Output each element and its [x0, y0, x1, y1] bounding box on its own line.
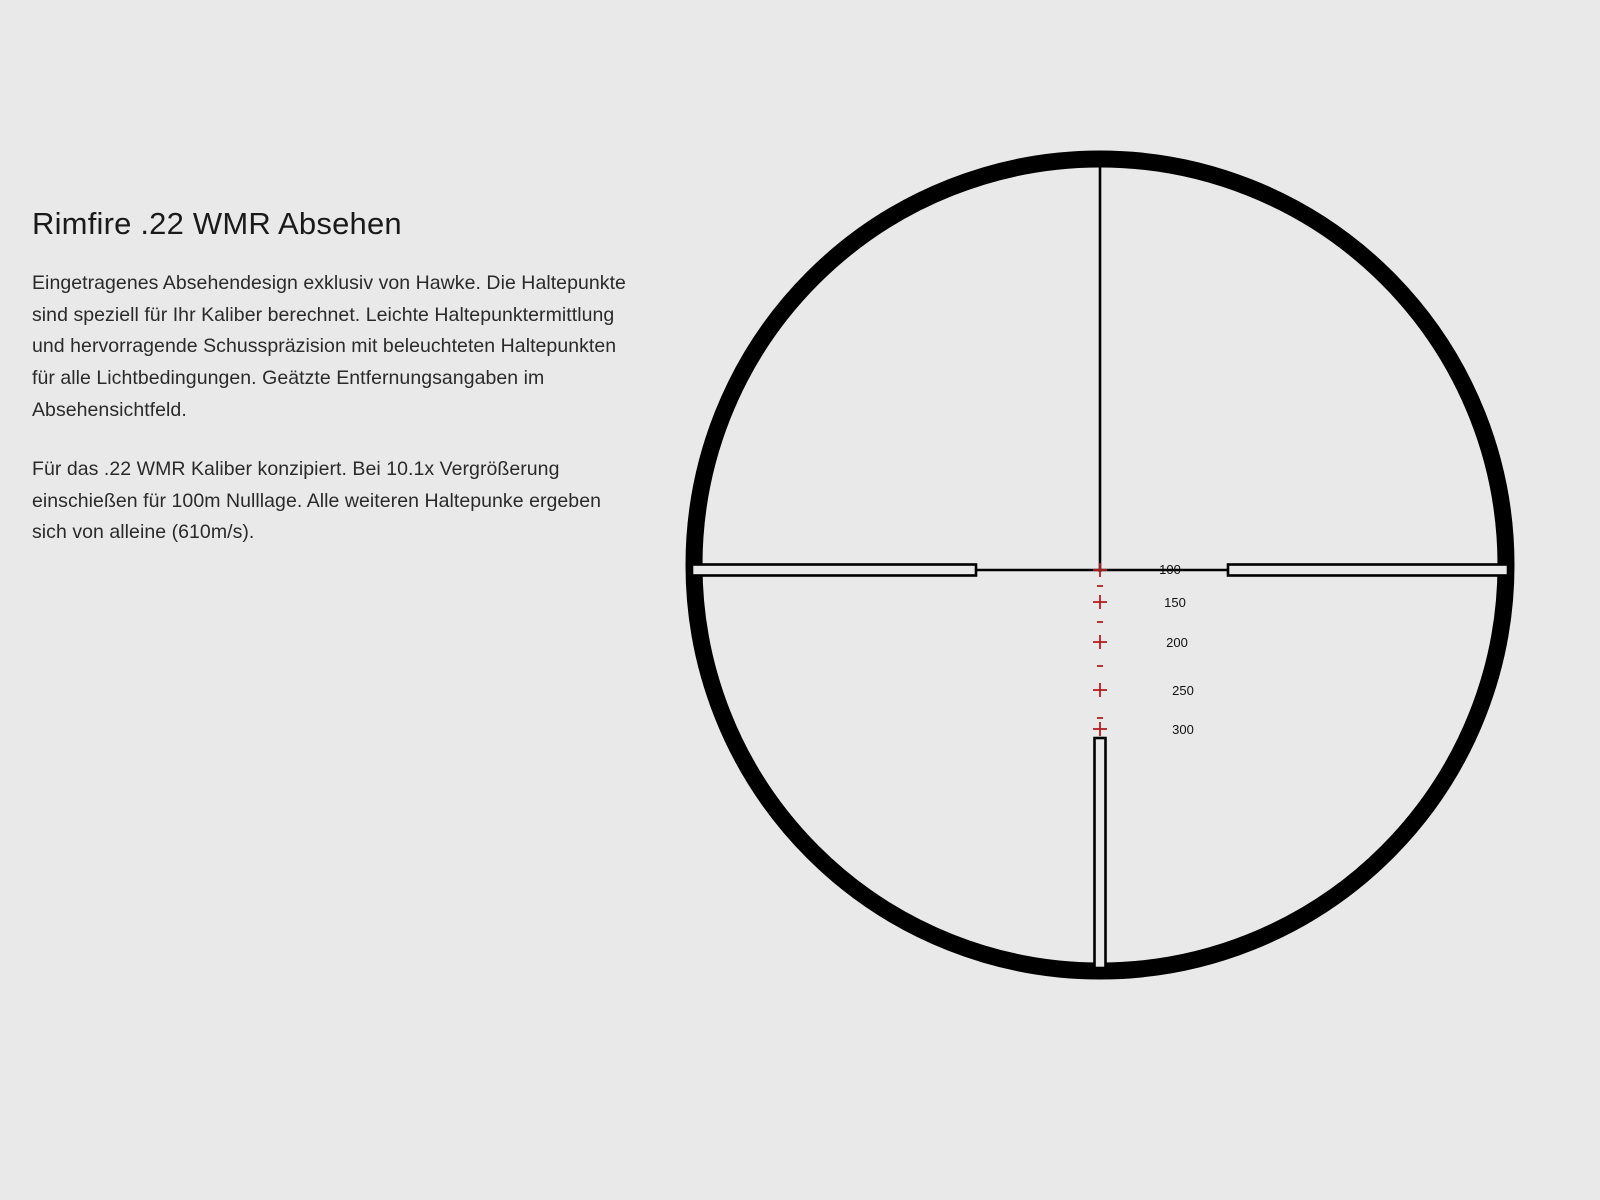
reticle-diagram	[680, 140, 1520, 990]
crosshair-horizontal-right-post	[1228, 565, 1508, 576]
holdpoint-cross-100	[1093, 563, 1107, 577]
crosshair-horizontal-left-post	[692, 565, 976, 576]
holdpoint-cross-150	[1093, 595, 1107, 609]
holdpoint-cross-250	[1093, 683, 1107, 697]
range-label-100: 100	[1159, 562, 1181, 577]
range-label-250: 250	[1172, 683, 1194, 698]
page-title: Rimfire .22 WMR Absehen	[32, 206, 402, 241]
range-label-150: 150	[1164, 595, 1186, 610]
holdpoint-cross-200	[1093, 635, 1107, 649]
description-paragraph-1: Eingetragenes Absehendesign exklusiv von Hawke. Die Haltepunkte sind speziell für Ihr Kaliber berechnet. Leichte Haltepunktermittlung und hervorragende Schusspräzision mit beleuchteten Haltepunkten für alle Lichtbedingungen. Geätzte Entfernungsangaben im Absehensichtfeld.	[32, 272, 626, 421]
description-panel	[32, 205, 632, 549]
holdpoint-cross-300	[1093, 722, 1107, 736]
crosshair-vertical-lower-post	[1095, 738, 1106, 968]
holdpoint-group	[1093, 563, 1107, 736]
range-label-200: 200	[1166, 635, 1188, 650]
description-paragraph-2: Für das .22 WMR Kaliber konzipiert. Bei 10.1x Vergrößerung einschießen für 100m Nulllage. Alle weiteren Haltepunke ergeben sich von alleine (610m/s).	[32, 458, 601, 544]
range-label-300: 300	[1172, 722, 1194, 737]
